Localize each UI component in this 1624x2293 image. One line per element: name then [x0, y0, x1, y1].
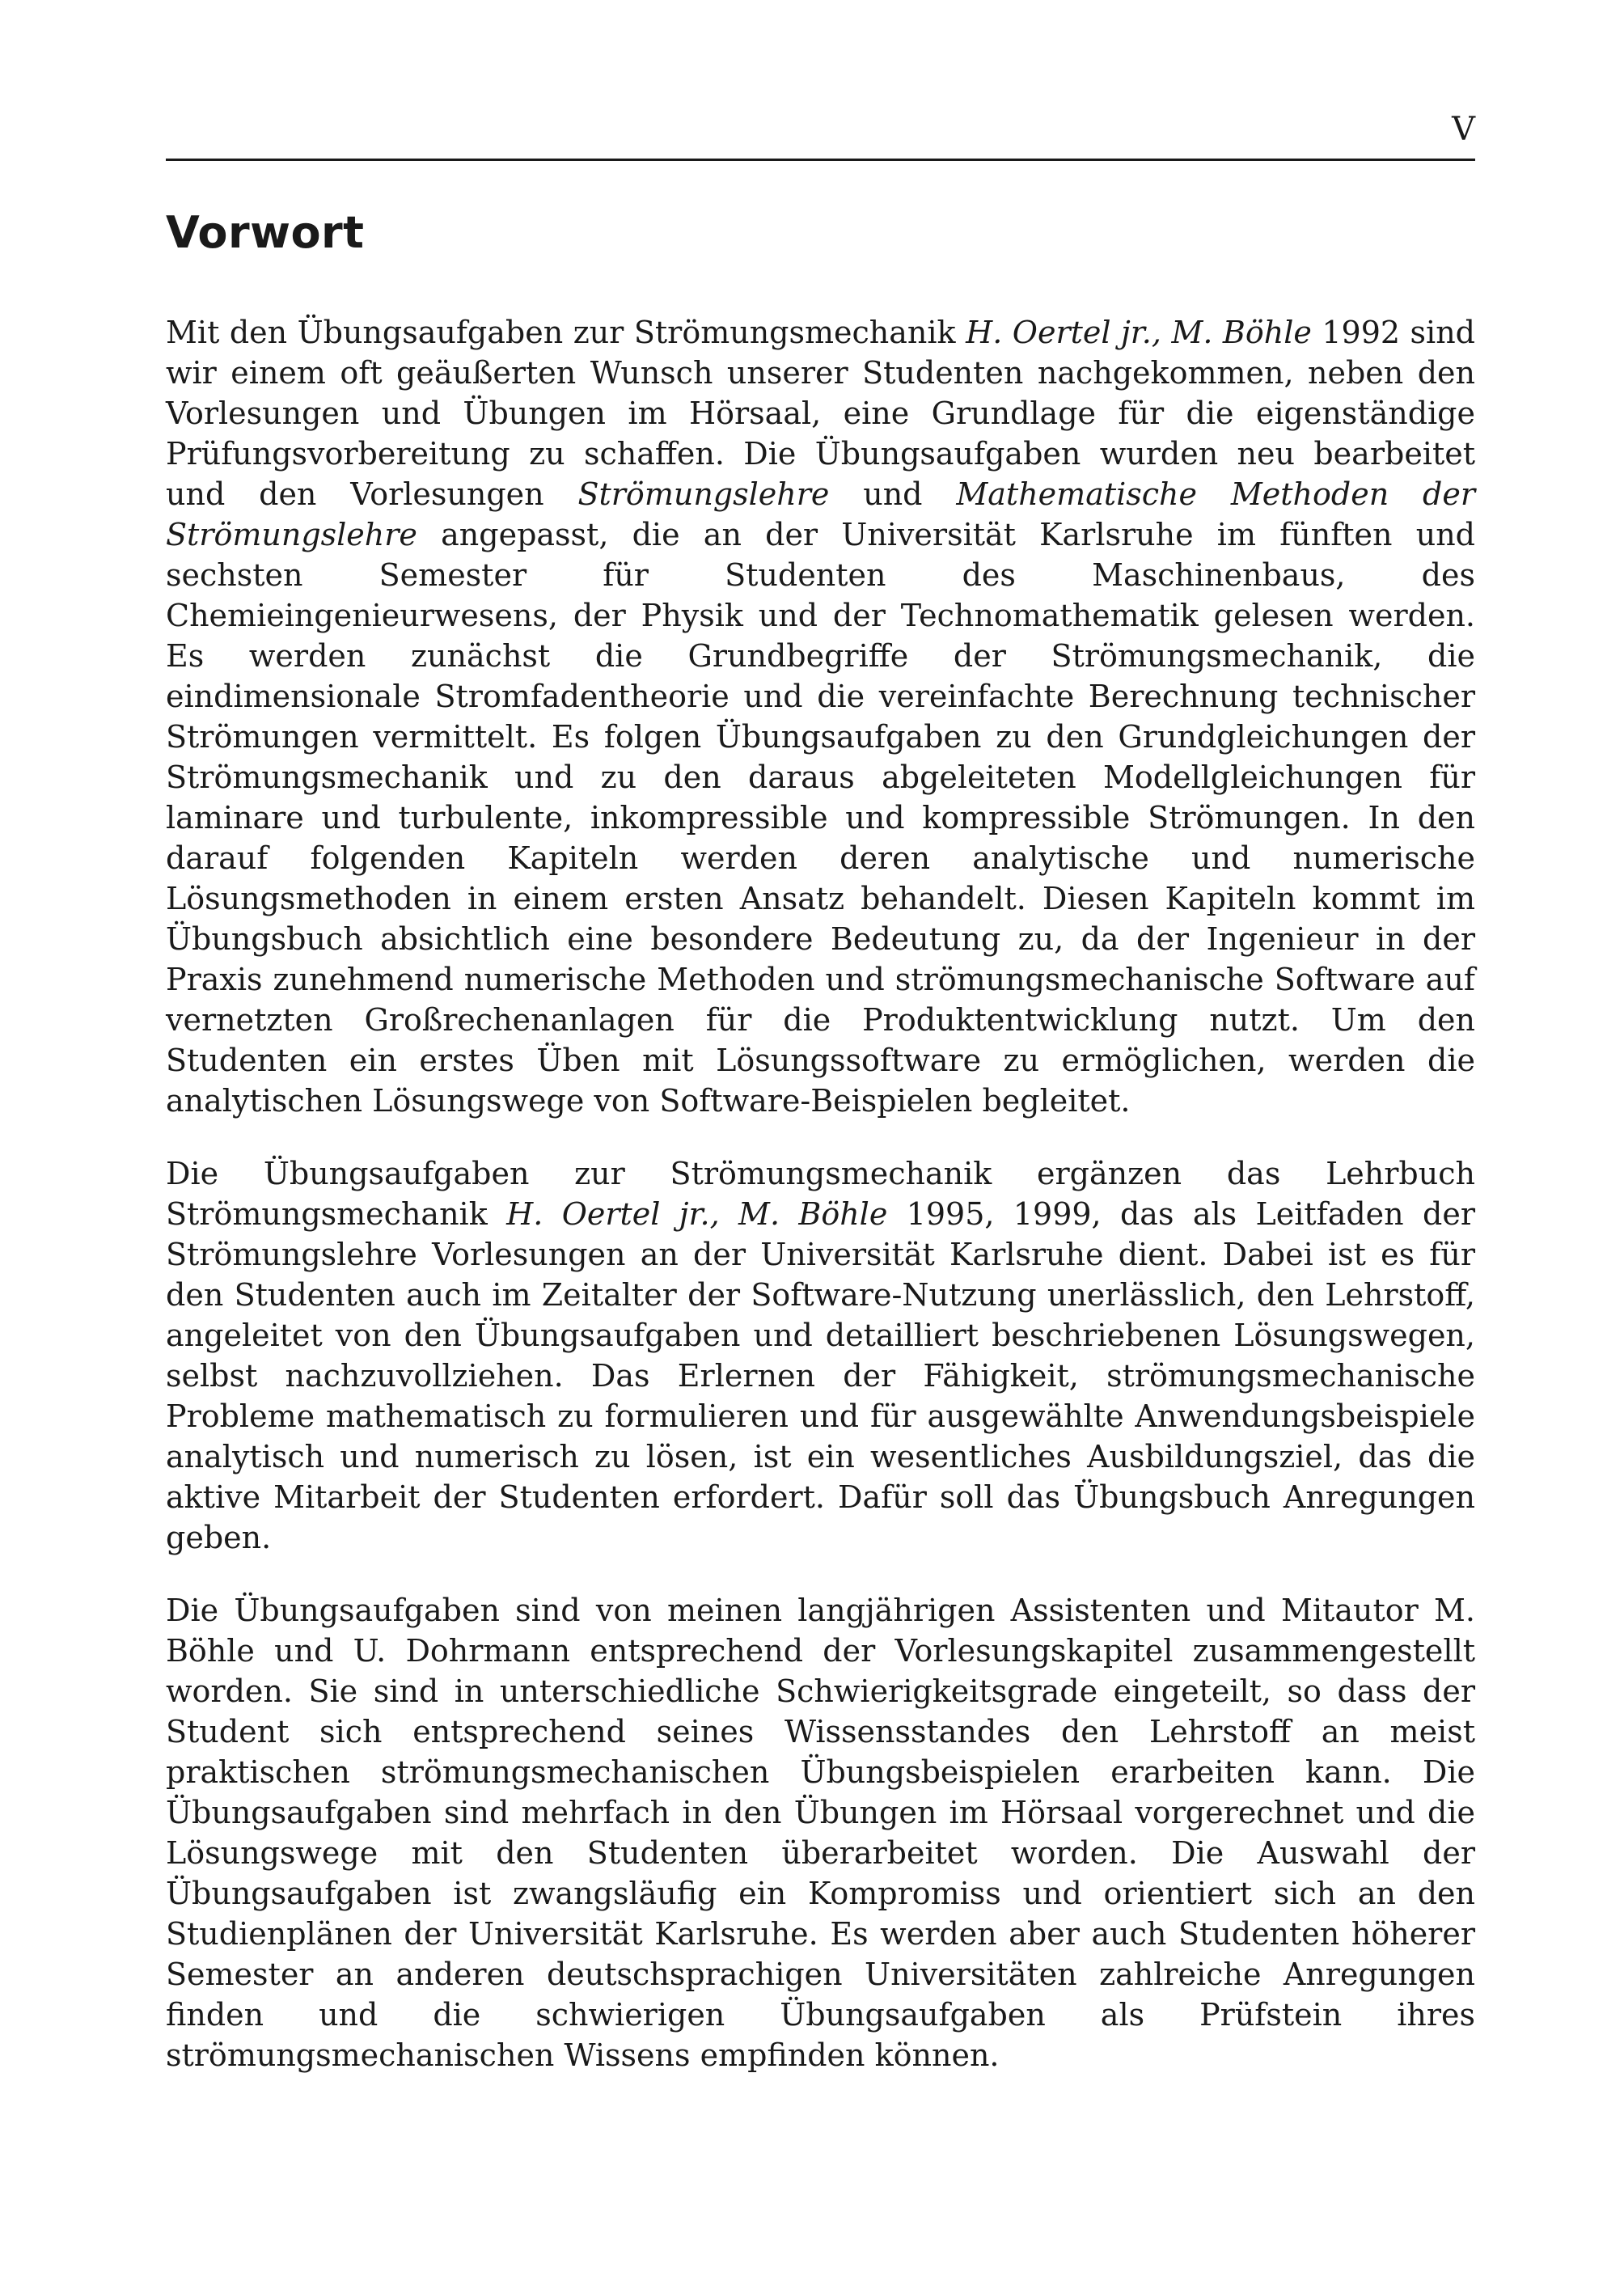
paragraph-1-segment: Mit den Übungsaufgaben zur Strömungsmechanik: [166, 315, 966, 350]
preface-body: [166, 312, 1475, 2108]
paragraph-2-segment: 1995, 1999, das als Leitfaden der Strömungslehre Vorlesungen an der Universität Karlsruhe dient. Dabei ist es für den Studenten auch im Zeitalter der Software-Nutzung unerlässlich, den Lehrstoff, angeleitet von den Übungsaufgaben und detailliert beschriebenen Lösungswegen, selbst nachzuvollziehen. Das Erlernen der Fähigkeit, strömungsmechanische Probleme mathematisch zu formulieren und für ausgewählte Anwendungsbeispiele analytisch und numerisch zu lösen, ist ein wesentliches Ausbildungsziel, das die aktive Mitarbeit der Studenten erfordert. Dafür soll das Übungsbuch Anregungen geben.: [166, 1196, 1475, 1555]
paragraph-1-course-title: Strömungslehre: [577, 476, 830, 512]
paragraph-1-course-title: Mathematische Methoden der Strömungslehre: [166, 476, 1475, 552]
paragraph-2-segment: Die Übungsaufgaben zur Strömungsmechanik ergänzen das Lehrbuch Strömungsmechanik: [166, 1156, 1475, 1232]
paragraph-2-author-citation: H. Oertel jr., M. Böhle: [506, 1196, 888, 1232]
paragraph-1-segment: angepasst, die an der Universität Karlsruhe im fünften und sechsten Semester für Studenten des Maschinenbaus, des Chemieingenieurwesens, der Physik und der Technomathematik gelesen werden. Es werden zunächst die Grundbegriffe der Strömungsmechanik, die eindimensionale Stromfadentheorie und die vereinfachte Berechnung technischer Strömungen vermittelt. Es folgen Übungsaufgaben zu den Grundgleichungen der Strömungsmechanik und zu den daraus abgeleiteten Modellgleichungen für laminare und turbulente, inkompressible und kompressible Strömungen. In den darauf folgenden Kapiteln werden deren analytische und numerische Lösungsmethoden in einem ersten Ansatz behandelt. Diesen Kapiteln kommt im Übungsbuch absichtlich eine besondere Bedeutung zu, da der Ingenieur in der Praxis zunehmend numerische Methoden und strömungsmechanische Software auf vernetzten Großrechenanlagen für die Produktentwicklung nutzt. Um den Studenten ein erstes Üben mit Lösungssoftware zu ermöglichen, werden die analytischen Lösungswege von Software-Beispielen begleitet.: [166, 517, 1475, 1119]
paragraph-2: [166, 1153, 1475, 1558]
paragraph-1: [166, 312, 1475, 1121]
page-number: V: [1452, 111, 1475, 148]
chapter-title: Vorwort: [166, 207, 365, 258]
paragraph-3: [166, 1590, 1475, 2075]
paragraph-1-segment: und: [829, 476, 957, 512]
header-rule: [166, 159, 1475, 161]
paragraph-3-segment: Die Übungsaufgaben sind von meinen langjährigen Assistenten und Mitautor M. Böhle und U. Dohrmann entsprechend der Vorlesungskapitel zusammengestellt worden. Sie sind in unterschiedliche Schwierigkeitsgrade eingeteilt, so dass der Student sich entsprechend seines Wissensstandes den Lehrstoff an meist praktischen strömungsmechanischen Übungsbeispielen erarbeiten kann. Die Übungsaufgaben sind mehrfach in den Übungen im Hörsaal vorgerechnet und die Lösungswege mit den Studenten überarbeitet worden. Die Auswahl der Übungsaufgaben ist zwangsläufig ein Kompromiss und orientiert sich an den Studienplänen der Universität Karlsruhe. Es werden aber auch Studenten höherer Semester an anderen deutschsprachigen Universitäten zahlreiche Anregungen finden und die schwierigen Übungsaufgaben als Prüfstein ihres strömungsmechanischen Wissens empfinden können.: [166, 1593, 1475, 2073]
paragraph-1-author-citation: H. Oertel jr., M. Böhle: [966, 315, 1312, 350]
paragraph-1-segment: 1992 sind wir einem oft geäußerten Wunsch unserer Studenten nachgekommen, neben den Vorlesungen und Übungen im Hörsaal, eine Grundlage für die eigenständige Prüfungsvorbereitung zu schaffen. Die Übungsaufgaben wurden neu bearbeitet und den Vorlesungen: [166, 315, 1476, 512]
